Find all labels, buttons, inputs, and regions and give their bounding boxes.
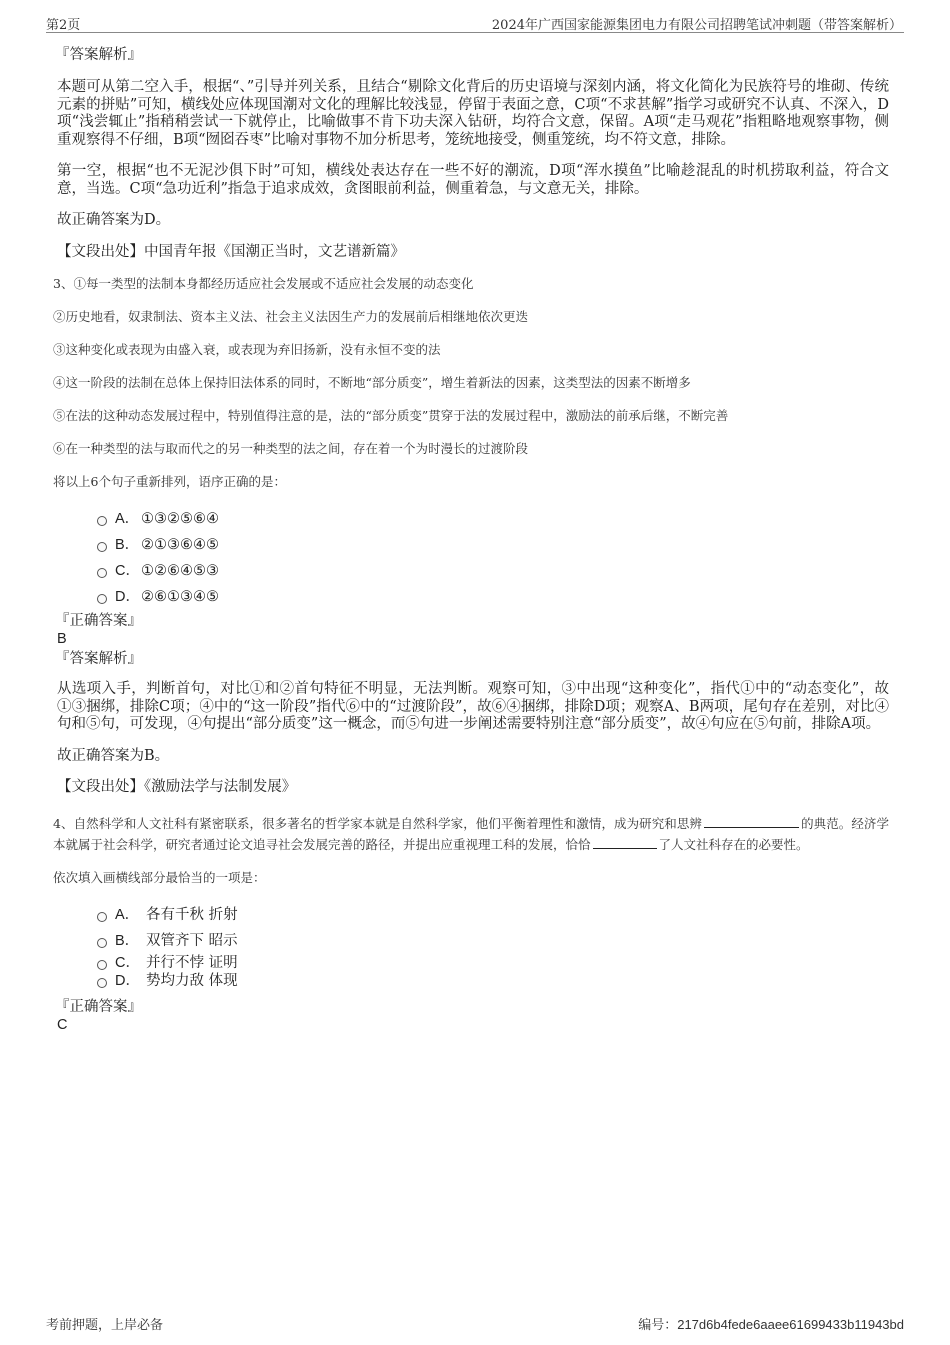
- q3-source: 【文段出处】《激励法学与法制发展》: [57, 779, 297, 795]
- q4-prompt: 依次填入画横线部分最恰当的一项是：: [53, 869, 266, 885]
- q2-conclusion: 故正确答案为D。: [57, 212, 171, 228]
- radio-button[interactable]: [97, 960, 107, 970]
- q4-option-d[interactable]: D． 势均力敌 体现: [97, 972, 889, 990]
- radio-button[interactable]: [97, 542, 107, 552]
- q3-prompt: 将以上6个句子重新排列，语序正确的是：: [53, 474, 286, 489]
- q3-option-c[interactable]: C． ①②⑥④⑤③: [97, 558, 889, 584]
- q3-option-a[interactable]: A． ①③②⑤⑥④: [97, 506, 889, 532]
- q3-answer: B: [57, 631, 67, 647]
- footer-slogan: 考前押题，上岸必备: [46, 1318, 164, 1333]
- radio-button[interactable]: [97, 978, 107, 988]
- radio-button[interactable]: [97, 516, 107, 526]
- q3-sentence: ⑥在一种类型的法与取而代之的另一种类型的法之间，存在着一个为时漫长的过渡阶段: [53, 441, 529, 456]
- q4-blank-2[interactable]: [593, 836, 657, 849]
- q4-blank-1[interactable]: [704, 815, 799, 828]
- q4-stem: 4、自然科学和人文社科有紧密联系，很多著名的哲学家本就是自然科学家，他们平衡着理性和激情，成为研究和思辨 的典范。经济学本就属于社会科学，研究者通过论文追寻社会发展完善的路径，并提出应重视理工科的发展，恰恰 了人文社科存在的必要性。: [53, 815, 889, 852]
- document-title: 2024年广西国家能源集团电力有限公司招聘笔试冲刺题（带答案解析）: [491, 18, 902, 33]
- page-number: 第2页: [46, 18, 81, 33]
- page-header: [46, 12, 904, 33]
- q3-options: [97, 506, 889, 610]
- q3-conclusion: 故正确答案为B。: [57, 747, 170, 764]
- radio-button[interactable]: [97, 568, 107, 578]
- radio-button[interactable]: [97, 594, 107, 604]
- page-content: [53, 46, 889, 1034]
- q4-answer-label: 『正确答案』: [55, 998, 142, 1015]
- q3-sentence: 3、①每一类型的法制本身都经历适应社会发展或不适应社会发展的动态变化: [53, 276, 474, 291]
- q4-options: [97, 902, 889, 990]
- q3-option-b[interactable]: B． ②①③⑥④⑤: [97, 532, 889, 558]
- q3-sentences: [53, 273, 889, 492]
- q2-analysis-label: 『答案解析』: [55, 47, 142, 63]
- radio-button[interactable]: [97, 938, 107, 948]
- q4-answer: C: [57, 1016, 68, 1033]
- q4-option-b[interactable]: B． 双管齐下 昭示: [97, 928, 889, 954]
- q4-option-a[interactable]: A． 各有千秋 折射: [97, 902, 889, 928]
- q3-sentence: ②历史地看，奴隶制法、资本主义法、社会主义法因生产力的发展前后相继地依次更迭: [53, 309, 529, 324]
- q2-analysis-paragraph-2: 第一空，根据“也不无泥沙俱下时”可知，横线处表达存在一些不好的潮流，D项“浑水摸鱼”比喻趁混乱的时机捞取利益，符合文意，当选。C项“急功近利”指急于追求成效，贪图眼前利益，侧重着急，与文意无关，排除。: [57, 163, 889, 197]
- q2-source: 【文段出处】中国青年报《国潮正当时，文艺谱新篇》: [57, 243, 405, 260]
- q3-sentence: ⑤在法的这种动态发展过程中，特别值得注意的是，法的“部分质变”贯穿于法的发展过程中，激励法的前承后继，不断完善: [53, 408, 729, 423]
- radio-button[interactable]: [97, 912, 107, 922]
- q3-sentence: ③这种变化或表现为由盛入衰，或表现为弃旧扬新，没有永恒不变的法: [53, 342, 441, 357]
- q3-analysis-label: 『答案解析』: [55, 651, 142, 667]
- q3-answer-label: 『正确答案』: [55, 613, 142, 629]
- q3-option-d[interactable]: D． ②⑥①③④⑤: [97, 584, 889, 610]
- document-code: 编号：217d6b4fede6aaee61699433b11943bd: [638, 1317, 904, 1333]
- q3-sentence: ④这一阶段的法制在总体上保持旧法体系的同时，不断地“部分质变”，增生着新法的因素，这类型法的因素不断增多: [53, 375, 691, 390]
- q3-analysis: 从选项入手，判断首句，对比①和②首句特征不明显，无法判断。观察可知，③中出现“这种变化”，指代①中的“动态变化”，故①③捆绑，排除C项；④中的“这一阶段”指代⑥中的“过渡阶段”，故⑥④捆绑，排除D项；观察A、B两项，尾句存在差别，对比④句和⑤句，可发现，④句提出“部分质变”这一概念，而⑤句进一步阐述需要特别注意“部分质变”，故④句应在⑤句前，排除A项。: [57, 681, 889, 732]
- q2-analysis-paragraph-1: 本题可从第二空入手，根据“、”引导并列关系，且结合“剔除文化背后的历史语境与深刻内涵，将文化简化为民族符号的堆砌、传统元素的拼贴”可知，横线处应体现国潮对文化的理解比较浅显，停留于表面之意，C项“不求甚解”指学习或研究不认真、不深入，D项“浅尝辄止”指稍稍尝试一下就停止，比喻做事不肯下功夫深入钻研，均符合文意，保留。A项“走马观花”指粗略地观察事物，侧重观察得不仔细，B项“囫囵吞枣”比喻对事物不加分析思考，笼统地接受，侧重笼统，均不符文意，排除。: [57, 79, 889, 148]
- q4-option-c[interactable]: C． 并行不悖 证明: [97, 954, 889, 972]
